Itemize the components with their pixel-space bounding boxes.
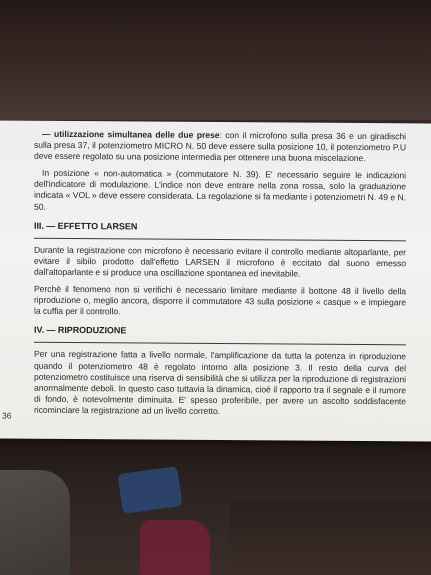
section-heading-riproduzione: IV. — RIPRODUZIONE — [34, 325, 127, 336]
intro-paragraph-2: In posizione « non-automatica » (commutatore N. 39). E' necessario seguire le indicazioni dell'indicatore di modulazione. L'indice non deve entrare nella zona rossa, solo la graduazione indicata « VOL » deve essere considerata. La regolazione si fa mediante i potenziometri N. 49 e N. 50. — [34, 168, 406, 212]
larsen-paragraph-1: Durante la registrazione con microfono è necessario evitare il controllo mediante altoparlante, per evitare il sibilo prodotto dall'effetto LARSEN il microfono è eccitato dal suono emesso dall'altoparlante e si produce una oscillazione spontanea ed inevitabile. — [34, 244, 406, 279]
background-surface — [0, 0, 431, 120]
background-object — [118, 466, 183, 514]
intro-text: : con il microfono sulla presa 36 e un giradischi sulla presa 37, il potenziometro MICRO N. 50 deve essere sulla posizione 10, il potenziometro P.U deve essere regolato su una posizione intermedia per ottenere una buona miscelazione. — [34, 130, 406, 164]
section-heading-larsen: III. — EFFETTO LARSEN — [34, 220, 138, 232]
larsen-paragraph-2: Perchè il fenomeno non si verifichi è necessario limitare mediante il bottone 48 il livello della riproduzione o, meglio ancora, disporre il commutatore 43 sulla posizione « casque » e impiegare la cuffia per il controllo. — [34, 283, 406, 317]
page-number: 36 — [2, 410, 12, 421]
background-object — [0, 470, 70, 575]
intro-paragraph-1 — [34, 129, 406, 165]
section-divider — [34, 237, 406, 241]
page-content — [34, 129, 406, 425]
manual-page — [0, 120, 431, 441]
section-divider — [34, 342, 406, 346]
background-object — [230, 500, 431, 575]
intro-lead: — utilizzazione simultanea delle due prese — [42, 128, 220, 141]
riproduzione-paragraph-1: Per una registrazione fatta a livello normale, l'amplificazione da tutta la potenza in riproduzione quando il potenziometro 48 è regolato intorno alla posizione 3. Il resto della curva del potenziometro costituisce una riserva di sensibilità che si utilizza per la riproduzione di registrazioni anormalmente deboli. In questo caso tuttavia la dinamica, cioè il rapporto tra il segnale e il rumore di fondo, è notevolmente diminuita. E' spesso proferibile, per avere un ascolto soddisfacente ricominciare la registrazione ad un livello corretto. — [34, 349, 406, 416]
background-object — [140, 520, 210, 575]
